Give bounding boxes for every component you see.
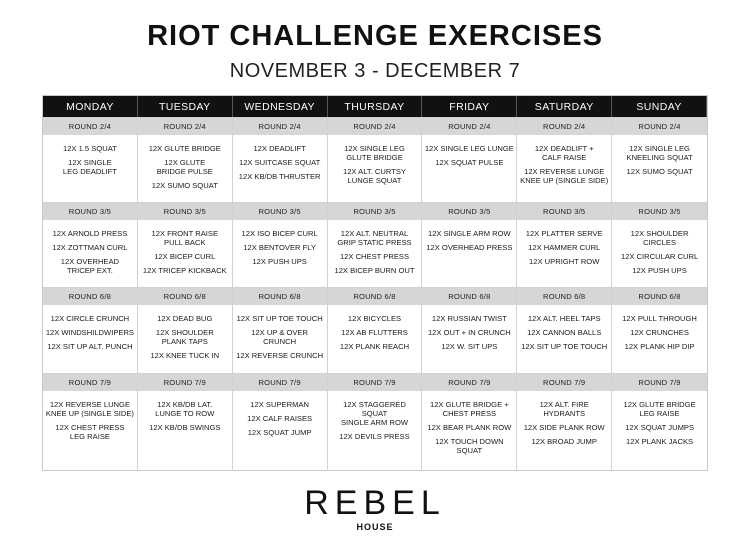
exercise-item: 12X KB/DB THRUSTER: [238, 172, 321, 181]
round-label: ROUND 6/8: [612, 288, 707, 305]
round-label: ROUND 2/4: [422, 118, 516, 135]
exercise-list: [43, 305, 137, 351]
round-label: ROUND 6/8: [422, 288, 516, 305]
exercise-list: [328, 220, 422, 275]
exercise-item: 12X STAGGERED SQUAT SINGLE ARM ROW: [340, 400, 409, 427]
schedule-cell-friday: [422, 117, 517, 202]
round-label: ROUND 2/4: [233, 118, 327, 135]
exercise-list: [138, 391, 232, 432]
exercise-item: 12X BICEP BURN OUT: [334, 266, 415, 275]
exercise-item: 12X ZOTTMAN CURL: [52, 243, 128, 252]
exercise-list: [233, 391, 327, 437]
schedule-cell-sunday: [612, 117, 707, 202]
exercise-item: 12X RUSSIAN TWIST: [431, 314, 507, 323]
exercise-list: [43, 220, 137, 275]
exercise-item: 12X ISO BICEP CURL: [241, 229, 318, 238]
round-label: ROUND 7/9: [422, 374, 516, 391]
day-header-wednesday: WEDNESDAY: [233, 96, 328, 117]
schedule-cell-tuesday: [138, 117, 233, 202]
schedule-cell-sunday: [612, 287, 707, 373]
round-label: ROUND 6/8: [328, 288, 422, 305]
round-label: ROUND 3/5: [422, 203, 516, 220]
schedule-cell-friday: [422, 287, 517, 373]
exercise-schedule-table: [42, 95, 708, 471]
exercise-list: [612, 220, 707, 275]
exercise-item: 12X AB FLUTTERS: [341, 328, 408, 337]
exercise-item: 12X REVERSE CRUNCH: [236, 351, 324, 360]
round-label: ROUND 7/9: [517, 374, 611, 391]
round-label: ROUND 2/4: [517, 118, 611, 135]
round-label: ROUND 3/5: [612, 203, 707, 220]
exercise-item: 12X UPRIGHT ROW: [529, 257, 600, 266]
schedule-cell-sunday: [612, 373, 707, 470]
exercise-list: [517, 220, 611, 266]
exercise-list: [328, 135, 422, 185]
schedule-cell-thursday: [328, 202, 423, 287]
exercise-item: 12X HAMMER CURL: [528, 243, 601, 252]
exercise-item: 12X SQUAT JUMP: [247, 428, 312, 437]
round-label: ROUND 7/9: [43, 374, 137, 391]
round-label: ROUND 3/5: [233, 203, 327, 220]
exercise-item: 12X REVERSE LUNGE KNEE UP (SINGLE SIDE): [45, 400, 134, 418]
exercise-item: 12X 1.5 SQUAT: [62, 144, 117, 153]
exercise-item: 12X ALT. CURTSY LUNGE SQUAT: [342, 167, 406, 185]
exercise-item: 12X SQUAT JUMPS: [625, 423, 695, 432]
exercise-item: 12X GLUTE BRIDGE: [148, 144, 221, 153]
exercise-item: 12X SINGLE LEG GLUTE BRIDGE: [344, 144, 405, 162]
exercise-list: [517, 135, 611, 185]
exercise-list: [422, 220, 516, 252]
round-label: ROUND 2/4: [43, 118, 137, 135]
exercise-list: [43, 135, 137, 176]
exercise-list: [422, 135, 516, 167]
exercise-item: 12X SINGLE LEG DEADLIFT: [62, 158, 117, 176]
schedule-cell-tuesday: [138, 373, 233, 470]
schedule-cell-tuesday: [138, 202, 233, 287]
exercise-item: 12X OUT + IN CRUNCH: [427, 328, 511, 337]
exercise-item: 12X CHEST PRESS LEG RAISE: [55, 423, 125, 441]
exercise-list: [422, 305, 516, 351]
exercise-item: 12X ARNOLD PRESS: [52, 229, 128, 238]
schedule-cell-wednesday: [233, 202, 328, 287]
logo-wordmark: REBEL: [304, 484, 446, 522]
exercise-list: [138, 220, 232, 275]
exercise-item: 12X CRUNCHES: [630, 328, 689, 337]
exercise-list: [233, 135, 327, 181]
exercise-item: 12X SQUAT PULSE: [435, 158, 504, 167]
exercise-list: [517, 305, 611, 351]
schedule-cell-tuesday: [138, 287, 233, 373]
exercise-item: 12X SHOULDER CIRCLES: [630, 229, 689, 247]
day-header-sunday: SUNDAY: [612, 96, 707, 117]
exercise-item: 12X BEAR PLANK ROW: [427, 423, 512, 432]
exercise-item: 12X SINGLE LEG LUNGE: [424, 144, 514, 153]
exercise-item: 12X SIT UP TOE TOUCH: [521, 342, 608, 351]
exercise-item: 12X ALT. FIRE HYDRANTS: [539, 400, 589, 418]
round-label: ROUND 2/4: [612, 118, 707, 135]
exercise-item: 12X SIDE PLANK ROW: [523, 423, 605, 432]
round-label: ROUND 2/4: [138, 118, 232, 135]
exercise-item: 12X BENTOVER FLY: [243, 243, 316, 252]
exercise-list: [233, 305, 327, 360]
round-label: ROUND 3/5: [517, 203, 611, 220]
exercise-list: [517, 391, 611, 446]
schedule-cell-thursday: [328, 287, 423, 373]
exercise-item: 12X PLANK REACH: [339, 342, 410, 351]
day-header-tuesday: TUESDAY: [138, 96, 233, 117]
exercise-list: [612, 391, 707, 446]
round-label: ROUND 7/9: [612, 374, 707, 391]
round-label: ROUND 6/8: [43, 288, 137, 305]
exercise-item: 12X GLUTE BRIDGE PULSE: [156, 158, 213, 176]
exercise-item: 12X PLANK HIP DIP: [624, 342, 695, 351]
exercise-item: 12X W. SIT UPS: [441, 342, 498, 351]
date-range-subtitle: NOVEMBER 3 - DECEMBER 7: [229, 60, 521, 82]
brand-logo: [0, 485, 750, 533]
schedule-cell-wednesday: [233, 287, 328, 373]
schedule-cell-thursday: [328, 117, 423, 202]
exercise-item: 12X TOUCH DOWN SQUAT: [435, 437, 504, 455]
exercise-item: 12X KB/DB LAT. LUNGE TO ROW: [155, 400, 215, 418]
schedule-cell-saturday: [517, 287, 612, 373]
exercise-item: 12X ALT. HEEL TAPS: [527, 314, 601, 323]
round-label: ROUND 3/5: [43, 203, 137, 220]
schedule-cell-monday: [43, 373, 138, 470]
exercise-item: 12X SHOULDER PLANK TAPS: [155, 328, 214, 346]
exercise-item: 12X PUSH UPS: [632, 266, 687, 275]
exercise-item: 12X TRICEP KICKBACK: [142, 266, 227, 275]
exercise-list: [138, 135, 232, 190]
exercise-item: 12X PULL THROUGH: [622, 314, 697, 323]
exercise-list: [328, 305, 422, 351]
round-label: ROUND 3/5: [328, 203, 422, 220]
exercise-item: 12X DEADLIFT: [253, 144, 306, 153]
schedule-cell-monday: [43, 202, 138, 287]
exercise-item: 12X DEVILS PRESS: [339, 432, 410, 441]
exercise-item: 12X BICYCLES: [347, 314, 402, 323]
exercise-list: [422, 391, 516, 455]
exercise-item: 12X CALF RAISES: [247, 414, 313, 423]
round-label: ROUND 6/8: [233, 288, 327, 305]
exercise-item: 12X SINGLE LEG KNEELING SQUAT: [626, 144, 693, 162]
schedule-cell-wednesday: [233, 117, 328, 202]
exercise-list: [43, 391, 137, 441]
exercise-item: 12X UP & OVER CRUNCH: [251, 328, 309, 346]
day-header-friday: FRIDAY: [422, 96, 517, 117]
exercise-item: 12X KB/DB SWINGS: [149, 423, 221, 432]
schedule-cell-friday: [422, 202, 517, 287]
day-header-saturday: SATURDAY: [517, 96, 612, 117]
day-header-thursday: THURSDAY: [328, 96, 423, 117]
schedule-cell-thursday: [328, 373, 423, 470]
schedule-cell-sunday: [612, 202, 707, 287]
exercise-item: 12X PLANK JACKS: [626, 437, 694, 446]
round-label: ROUND 3/5: [138, 203, 232, 220]
exercise-item: 12X SIT UP ALT. PUNCH: [47, 342, 133, 351]
exercise-list: [612, 135, 707, 176]
schedule-cell-saturday: [517, 373, 612, 470]
exercise-item: 12X PLATTER SERVE: [525, 229, 603, 238]
exercise-item: 12X CIRCLE CRUNCH: [50, 314, 130, 323]
exercise-list: [612, 305, 707, 351]
schedule-cell-monday: [43, 117, 138, 202]
round-label: ROUND 6/8: [138, 288, 232, 305]
day-header-monday: MONDAY: [43, 96, 138, 117]
exercise-list: [233, 220, 327, 266]
schedule-cell-saturday: [517, 117, 612, 202]
exercise-item: 12X OVERHEAD TRICEP EXT.: [60, 257, 120, 275]
exercise-item: 12X SUMO SQUAT: [626, 167, 693, 176]
exercise-item: 12X DEAD BUG: [157, 314, 213, 323]
exercise-list: [328, 391, 422, 441]
round-label: ROUND 2/4: [328, 118, 422, 135]
exercise-item: 12X SIT UP TOE TOUCH: [236, 314, 323, 323]
exercise-item: 12X CIRCULAR CURL: [620, 252, 699, 261]
exercise-item: 12X REVERSE LUNGE KNEE UP (SINGLE SIDE): [520, 167, 609, 185]
schedule-cell-saturday: [517, 202, 612, 287]
schedule-cell-monday: [43, 287, 138, 373]
exercise-item: 12X FRONT RAISE PULL BACK: [151, 229, 219, 247]
exercise-item: 12X KNEE TUCK IN: [150, 351, 220, 360]
page-title: RIOT CHALLENGE EXERCISES: [147, 20, 603, 52]
exercise-item: 12X CHEST PRESS: [339, 252, 410, 261]
exercise-item: 12X CANNON BALLS: [527, 328, 602, 337]
exercise-item: 12X BROAD JUMP: [531, 437, 597, 446]
exercise-item: 12X PUSH UPS: [252, 257, 307, 266]
exercise-item: 12X GLUTE BRIDGE LEG RAISE: [623, 400, 696, 418]
exercise-item: 12X BICEP CURL: [154, 252, 216, 261]
exercise-item: 12X SUPERMAN: [250, 400, 309, 409]
round-label: ROUND 6/8: [517, 288, 611, 305]
exercise-list: [138, 305, 232, 360]
round-label: ROUND 7/9: [328, 374, 422, 391]
exercise-item: 12X DEADLIFT + CALF RAISE: [534, 144, 594, 162]
schedule-cell-wednesday: [233, 373, 328, 470]
exercise-item: 12X OVERHEAD PRESS: [426, 243, 513, 252]
exercise-item: 12X GLUTE BRIDGE + CHEST PRESS: [429, 400, 509, 418]
exercise-item: 12X SUMO SQUAT: [151, 181, 218, 190]
exercise-item: 12X SINGLE ARM ROW: [427, 229, 511, 238]
exercise-item: 12X ALT. NEUTRAL GRIP STATIC PRESS: [337, 229, 412, 247]
exercise-item: 12X WINDSHILDWIPERS: [45, 328, 135, 337]
logo-subtext: HOUSE: [356, 522, 394, 532]
schedule-cell-friday: [422, 373, 517, 470]
round-label: ROUND 7/9: [138, 374, 232, 391]
round-label: ROUND 7/9: [233, 374, 327, 391]
exercise-item: 12X SUITCASE SQUAT: [238, 158, 321, 167]
